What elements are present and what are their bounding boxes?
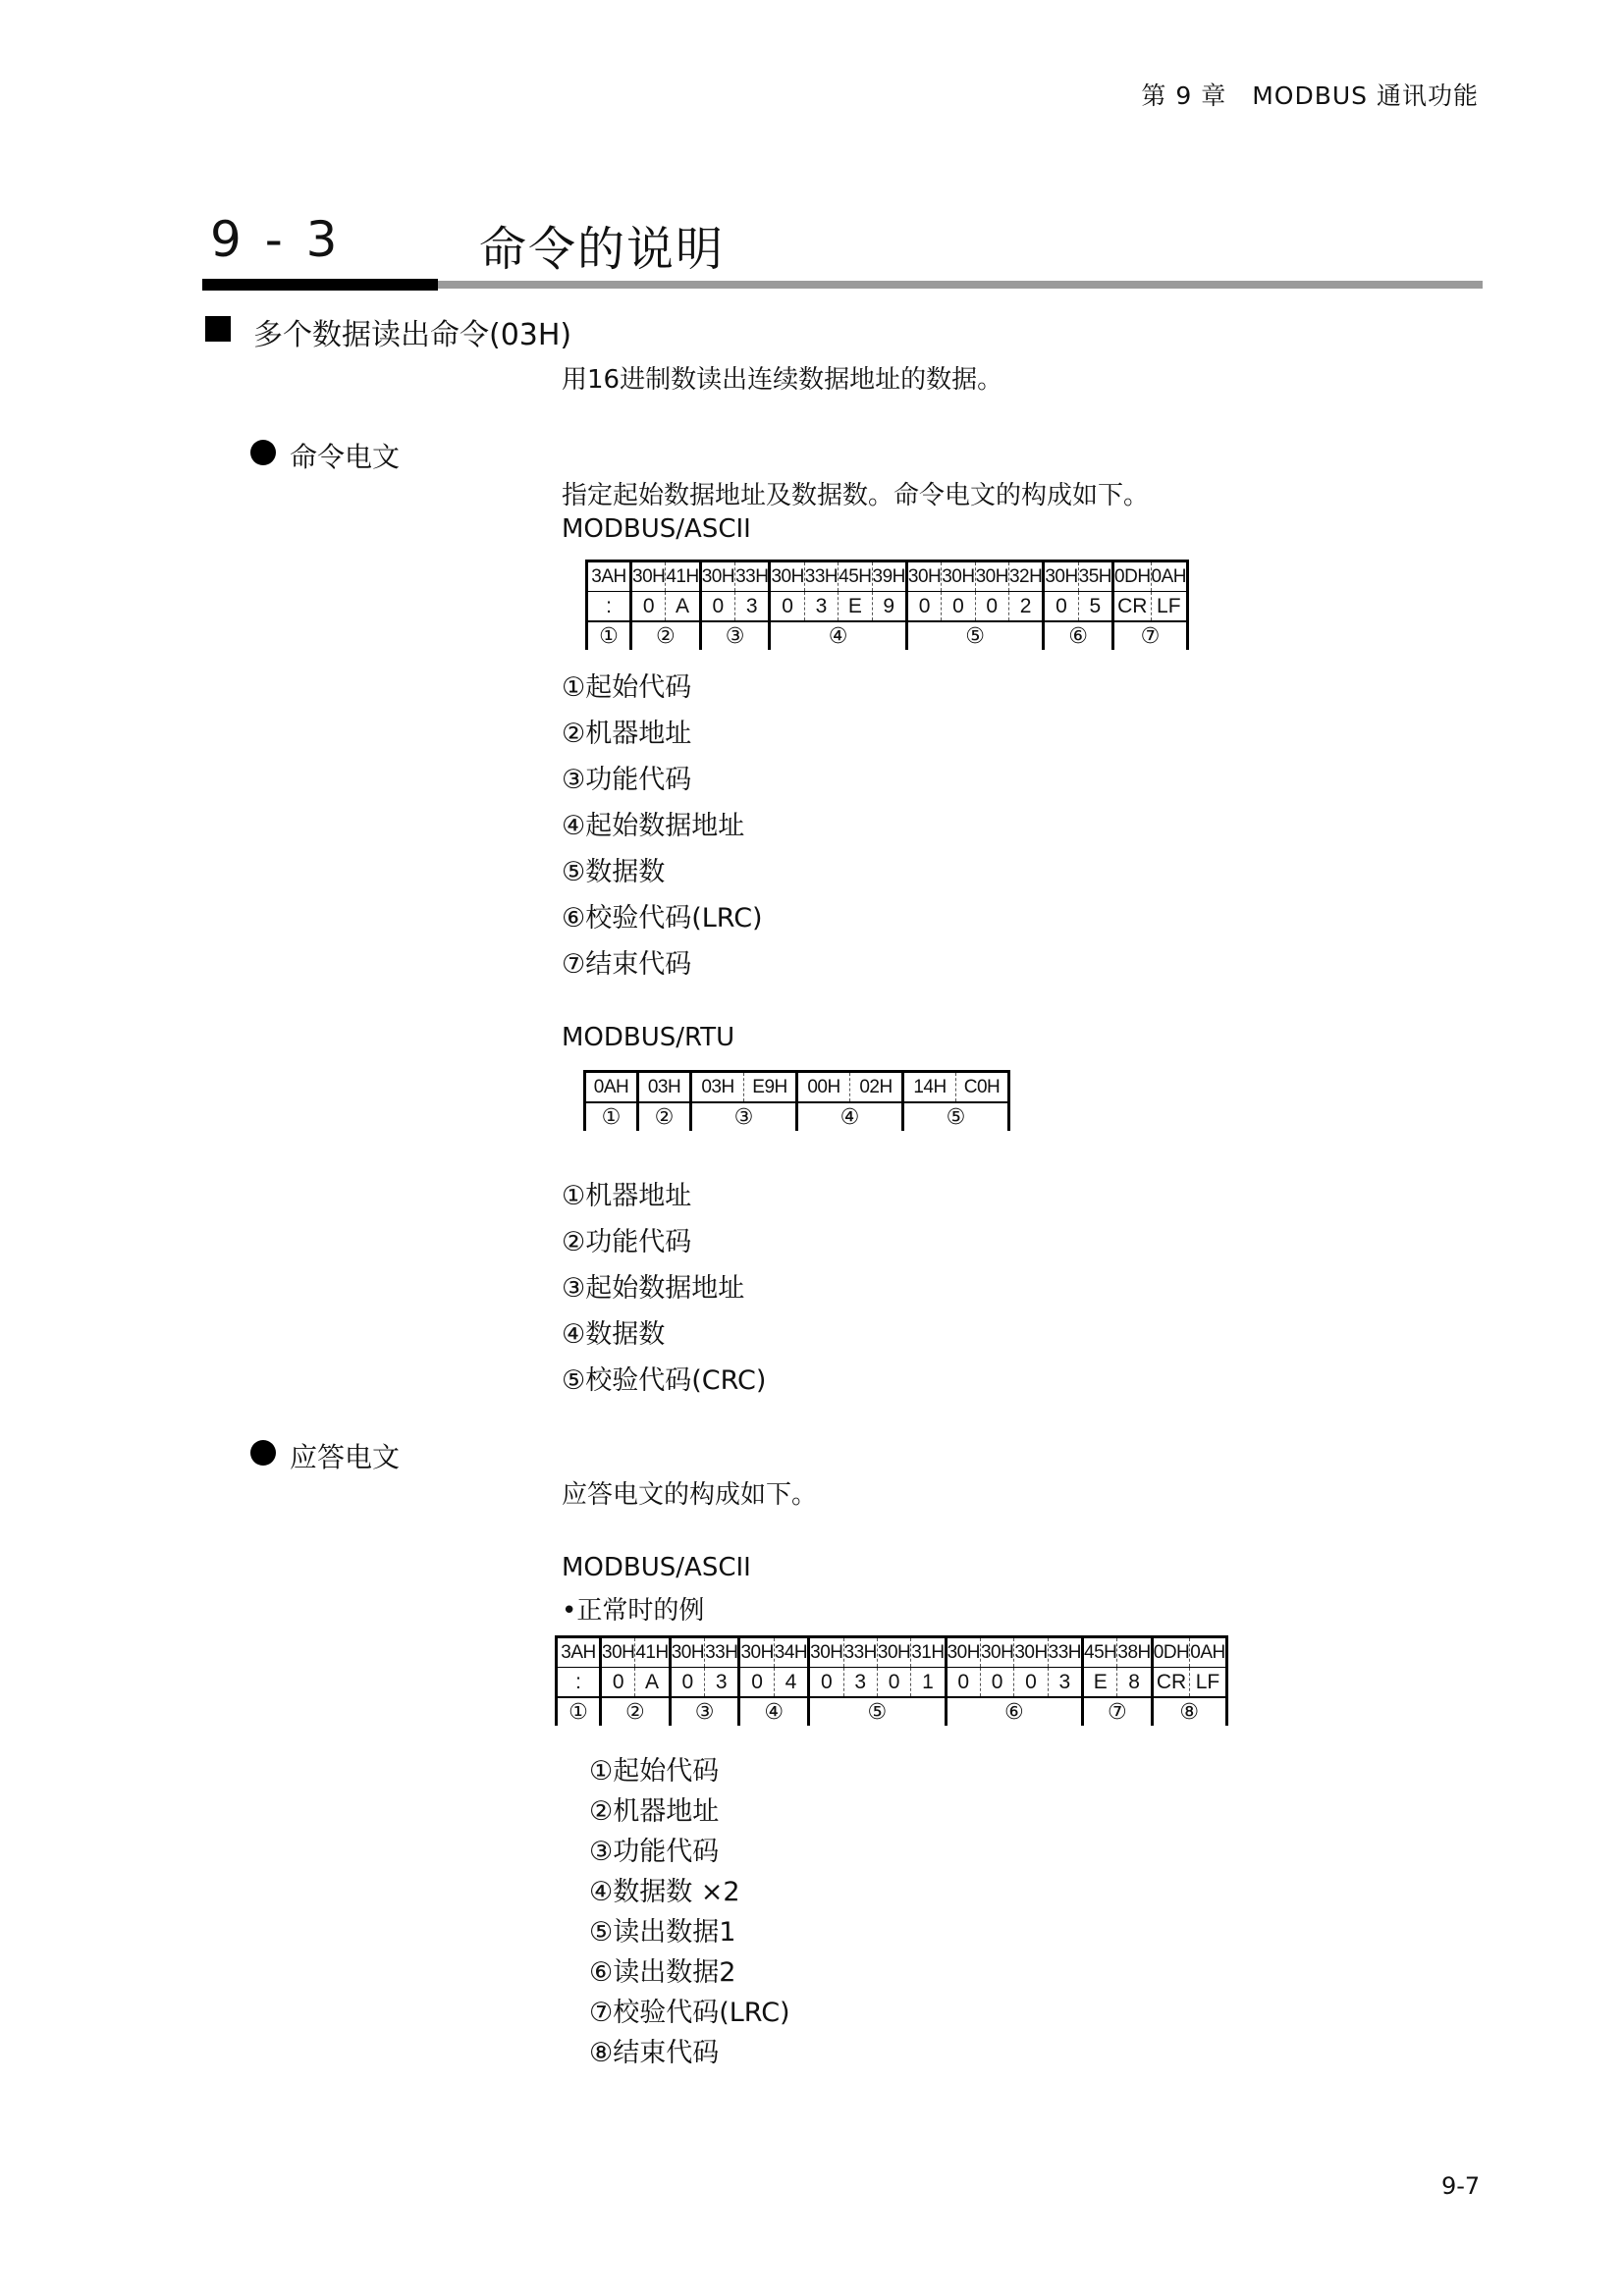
response-ascii-legend-item: ①起始代码 [589,1756,720,1787]
command-ascii-legend-item: ②机器地址 [562,719,692,749]
hex-cell: 30H [1014,1637,1048,1668]
response-description: 应答电文的构成如下。 [562,1480,818,1510]
group-number: ⑦ [1083,1697,1153,1726]
hex-cell: 30H [946,1637,980,1668]
char-cell: 1 [911,1668,946,1698]
hex-cell: 30H [877,1637,910,1668]
char-cell: 0 [631,592,666,622]
char-cell: A [666,592,700,622]
hex-cell: 30H [739,1637,774,1668]
command-ascii-legend-item: ⑥校验代码(LRC) [562,903,763,934]
hex-cell: 32H [1008,561,1043,592]
round-bullet-icon [250,440,276,465]
hex-cell: 35H [1078,561,1112,592]
hex-cell: 33H [705,1637,739,1668]
char-cell: CR [1152,1668,1190,1698]
hex-cell: 33H [843,1637,877,1668]
hex-cell: 38H [1117,1637,1152,1668]
hex-cell: 30H [980,1637,1013,1668]
subsection-intro: 用16进制数读出连续数据地址的数据。 [562,365,1003,395]
group-number: ② [631,621,701,650]
char-cell: 0 [946,1668,980,1698]
hex-cell: 30H [906,561,941,592]
hex-cell: 39H [872,561,906,592]
hex-cell: 30H [975,561,1008,592]
hex-cell: 30H [809,1637,843,1668]
char-cell: : [557,1668,601,1698]
hex-cell: 45H [1083,1637,1117,1668]
command-ascii-legend-item: ④起始数据地址 [562,811,745,841]
command-ascii-legend-item: ③功能代码 [562,765,692,795]
hex-cell: 45H [839,561,872,592]
group-number: ⑤ [903,1102,1009,1131]
hex-cell: 03H [691,1072,744,1103]
char-cell: 3 [1048,1668,1082,1698]
group-number: ⑥ [1044,621,1113,650]
response-ascii-legend-item: ②机器地址 [589,1796,720,1827]
group-number: ⑤ [809,1697,946,1726]
char-cell: LF [1151,592,1187,622]
char-cell: 3 [804,592,838,622]
char-cell: 0 [1014,1668,1048,1698]
hex-cell: C0H [956,1072,1009,1103]
hex-cell: 30H [942,561,975,592]
char-cell: 0 [739,1668,774,1698]
hex-cell: 33H [1048,1637,1082,1668]
group-number: ① [585,1102,638,1131]
command-ascii-legend-item: ⑤数据数 [562,857,666,887]
group-number: ③ [691,1102,797,1131]
group-number: ④ [739,1697,809,1726]
hex-cell: 30H [700,561,734,592]
char-cell: 3 [705,1668,739,1698]
command-rtu-frame-table [583,1070,1010,1131]
char-cell: 0 [906,592,941,622]
section-number: 9 - 3 [210,211,342,268]
hex-cell: 3AH [557,1637,601,1668]
group-number: ② [601,1697,671,1726]
section-title: 命令的说明 [479,222,726,277]
char-cell: 3 [735,592,770,622]
hex-cell: 41H [666,561,700,592]
char-cell: E [839,592,872,622]
hex-cell: 03H [638,1072,691,1103]
command-ascii-legend-item: ⑦结束代码 [562,949,692,980]
group-number: ⑤ [906,621,1043,650]
hex-cell: 30H [770,561,804,592]
char-cell: 0 [770,592,804,622]
response-heading: 应答电文 [290,1441,401,1473]
char-cell: A [635,1668,670,1698]
command-rtu-legend-item: ③起始数据地址 [562,1273,745,1304]
response-ascii-legend-item: ⑥读出数据2 [589,1957,736,1988]
char-cell: CR [1113,592,1152,622]
subsection-title: 多个数据读出命令(03H) [253,318,572,352]
char-cell: 0 [809,1668,843,1698]
response-ascii-legend-item: ③功能代码 [589,1837,720,1867]
char-cell: 0 [942,592,975,622]
hex-cell: 00H [797,1072,850,1103]
char-cell: 0 [1044,592,1078,622]
char-cell: 3 [843,1668,877,1698]
group-number: ④ [770,621,906,650]
char-cell: E [1083,1668,1117,1698]
command-rtu-legend-item: ④数据数 [562,1319,666,1350]
command-ascii-frame-table [585,560,1189,650]
hex-cell: 33H [804,561,838,592]
hex-cell: 31H [911,1637,946,1668]
square-bullet-icon [205,316,231,342]
hex-cell: 0AH [1190,1637,1226,1668]
char-cell: 9 [872,592,906,622]
char-cell: 0 [670,1668,704,1698]
group-number: ② [638,1102,691,1131]
chapter-header: 第 9 章 MODBUS 通讯功能 [1141,81,1479,110]
char-cell: 5 [1078,592,1112,622]
hex-cell: 0DH [1152,1637,1190,1668]
command-description: 指定起始数据地址及数据数。命令电文的构成如下。 [562,481,1150,510]
hex-cell: 30H [601,1637,635,1668]
hex-cell: 33H [735,561,770,592]
group-number: ⑦ [1113,621,1188,650]
title-rule-black [202,279,438,291]
response-ascii-legend-item: ⑦校验代码(LRC) [589,1998,790,2028]
char-cell: : [587,592,631,622]
group-number: ④ [797,1102,903,1131]
command-rtu-legend-item: ①机器地址 [562,1181,692,1211]
hex-cell: 0AH [1151,561,1187,592]
command-rtu-label: MODBUS/RTU [562,1023,735,1052]
hex-cell: 41H [635,1637,670,1668]
command-ascii-label: MODBUS/ASCII [562,514,751,544]
response-ascii-legend-item: ⑤读出数据1 [589,1917,736,1948]
char-cell: LF [1190,1668,1226,1698]
title-rule-gray [438,281,1483,289]
group-number: ① [587,621,631,650]
group-number: ③ [670,1697,739,1726]
char-cell: 0 [601,1668,635,1698]
command-rtu-legend-item: ⑤校验代码(CRC) [562,1365,767,1396]
char-cell: 2 [1008,592,1043,622]
group-number: ⑧ [1152,1697,1226,1726]
response-ascii-frame-table [555,1635,1228,1726]
command-ascii-legend-item: ①起始代码 [562,672,692,703]
command-heading: 命令电文 [290,441,401,473]
char-cell: 0 [877,1668,910,1698]
response-ascii-legend-item: ④数据数 ×2 [589,1877,740,1907]
hex-cell: 0AH [585,1072,638,1103]
hex-cell: 3AH [587,561,631,592]
group-number: ③ [700,621,770,650]
group-number: ① [557,1697,601,1726]
response-ascii-label: MODBUS/ASCII [562,1553,751,1582]
response-ascii-legend-item: ⑧结束代码 [589,2038,720,2068]
hex-cell: 30H [631,561,666,592]
hex-cell: 02H [850,1072,903,1103]
char-cell: 0 [700,592,734,622]
char-cell: 0 [975,592,1008,622]
hex-cell: 30H [670,1637,704,1668]
response-ascii-sublabel: •正常时的例 [562,1596,705,1626]
char-cell: 0 [980,1668,1013,1698]
char-cell: 8 [1117,1668,1152,1698]
hex-cell: 14H [903,1072,956,1103]
hex-cell: E9H [744,1072,797,1103]
round-bullet-icon [250,1440,276,1466]
char-cell: 4 [774,1668,808,1698]
page-number: 9-7 [1441,2172,1481,2200]
command-rtu-legend-item: ②功能代码 [562,1227,692,1257]
group-number: ⑥ [946,1697,1082,1726]
hex-cell: 0DH [1113,561,1152,592]
hex-cell: 30H [1044,561,1078,592]
hex-cell: 34H [774,1637,808,1668]
